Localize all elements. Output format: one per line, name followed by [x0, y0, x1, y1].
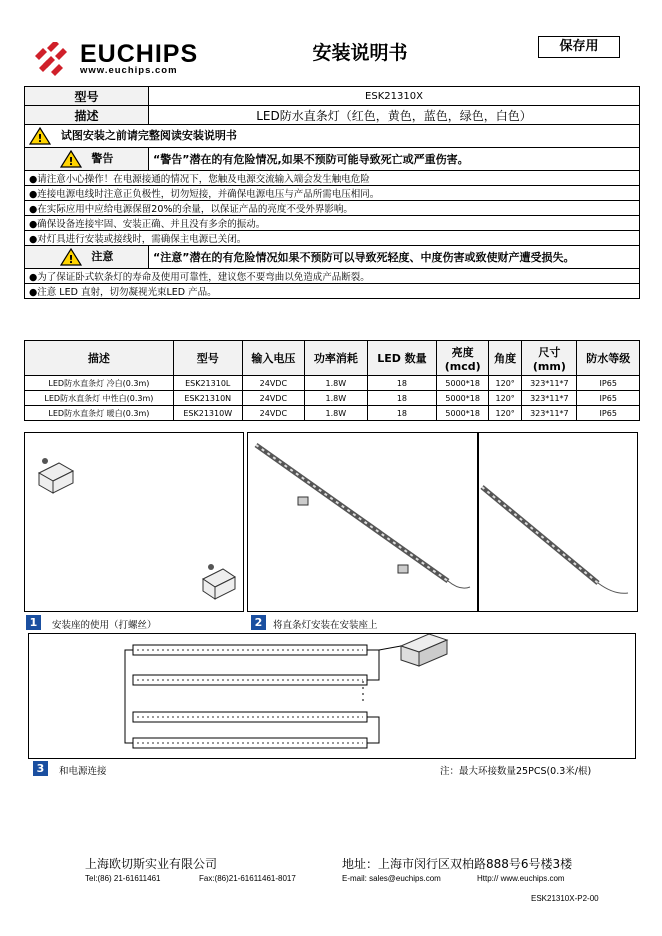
company-name: 上海欧切斯实业有限公司	[85, 857, 218, 871]
page-title: 安装说明书	[312, 42, 408, 64]
step-1-text: 安装座的使用（打螺丝）	[52, 620, 157, 631]
caution-text: “注意”潜在的有危险情况如果不预防可以导致死轻度、中度伤害或致使财产遭受损失。	[149, 246, 640, 269]
footer-tel: Tel:(86) 21-61611461	[85, 874, 161, 883]
product-cell: 120°	[489, 391, 522, 406]
warning-item: ●在实际应用中应给电源保留20%的余量，以保证产品的亮度不受外界影响。	[25, 201, 640, 216]
product-table	[24, 340, 640, 421]
product-cell: 5000*18	[437, 406, 489, 421]
connection-diagram-panel	[28, 633, 636, 759]
product-cell: LED防水直条灯 中性白(0.3m)	[25, 391, 174, 406]
warning-triangle-icon	[60, 150, 82, 168]
strip-light-illustration	[248, 433, 478, 611]
product-column-header: 型号	[173, 341, 242, 376]
spec-table	[24, 86, 640, 299]
product-column-header: 亮度 (mcd)	[437, 341, 489, 376]
figure-mount-panel	[24, 432, 244, 612]
svg-text:!: !	[37, 132, 43, 145]
product-column-header: 防水等级	[577, 341, 640, 376]
step-2-text: 将直条灯安装在安装座上	[273, 620, 378, 631]
product-cell: 5000*18	[437, 391, 489, 406]
product-cell: 1.8W	[305, 376, 367, 391]
model-label: 型号	[25, 87, 149, 106]
warning-triangle-icon	[29, 127, 51, 145]
product-cell: 5000*18	[437, 376, 489, 391]
footer-email[interactable]: E-mail: sales@euchips.com	[342, 874, 441, 883]
brand-url: www.euchips.com	[80, 65, 178, 76]
warning-label: 警告	[91, 152, 114, 165]
product-column-header: LED 数量	[367, 341, 437, 376]
caution-label: 注意	[91, 250, 114, 263]
table-row	[25, 406, 640, 421]
svg-text:!: !	[68, 155, 74, 168]
desc-label: 描述	[25, 106, 149, 125]
figure-strip-panel-right	[477, 432, 638, 612]
step-2-number: 2	[251, 615, 266, 630]
max-chain-note: 注：最大环接数量25PCS(0.3米/根)	[440, 766, 592, 777]
figure-strip-panel-left	[247, 432, 479, 612]
product-cell: ESK21310W	[173, 406, 242, 421]
model-value: ESK21310X	[149, 87, 640, 106]
warning-item: ●确保设备连接牢固、安装正确、并且没有多余的振动。	[25, 216, 640, 231]
step-3-number: 3	[33, 761, 48, 776]
warning-item: ●连接电源电线时注意正负极性，切勿短接，并确保电源电压与产品所需电压相同。	[25, 186, 640, 201]
product-cell: 120°	[489, 376, 522, 391]
product-column-header: 角度	[489, 341, 522, 376]
caution-item: ●注意 LED 直射，切勿凝视光束LED 产品。	[25, 284, 640, 299]
svg-text:!: !	[68, 253, 74, 266]
company-address: 地址：上海市闵行区双柏路888号6号楼3楼	[342, 857, 573, 871]
product-cell: 323*11*7	[522, 376, 577, 391]
footer-website[interactable]: Http:// www.euchips.com	[477, 874, 565, 883]
product-cell: LED防水直条灯 冷白(0.3m)	[25, 376, 174, 391]
product-cell: IP65	[577, 376, 640, 391]
step-3-text: 和电源连接	[59, 766, 107, 777]
warning-text: “警告”潜在的有危险情况,如果不预防可能导致死亡或严重伤害。	[149, 148, 640, 171]
table-row	[25, 391, 640, 406]
read-first-row	[25, 125, 640, 148]
product-cell: 120°	[489, 406, 522, 421]
euchips-logo-icon	[33, 42, 73, 76]
read-first-text: 试图安装之前请完整阅读安装说明书	[60, 129, 237, 142]
product-cell: 24VDC	[242, 376, 304, 391]
product-column-header: 描述	[25, 341, 174, 376]
caution-item: ●为了保证卧式软条灯的寿命及使用可靠性，建议您不要弯曲以免造成产品断裂。	[25, 269, 640, 284]
power-connection-diagram	[29, 634, 635, 758]
power-supply-icon	[401, 634, 447, 666]
product-cell: ESK21310L	[173, 376, 242, 391]
warning-item: ●对灯具进行安装或接线时，需确保主电源已关闭。	[25, 231, 640, 246]
product-column-header: 尺寸 (mm)	[522, 341, 577, 376]
product-cell: IP65	[577, 406, 640, 421]
product-cell: 24VDC	[242, 406, 304, 421]
product-column-header: 输入电压	[242, 341, 304, 376]
footer-fax: Fax:(86)21-61611461-8017	[199, 874, 296, 883]
product-cell: 18	[367, 376, 437, 391]
product-column-header: 功率消耗	[305, 341, 367, 376]
product-cell: IP65	[577, 391, 640, 406]
keep-badge: 保存用	[538, 36, 620, 58]
warning-label-cell	[25, 148, 149, 171]
desc-value: LED防水直条灯（红色，黄色，蓝色，绿色，白色）	[149, 106, 640, 125]
product-table-header	[25, 341, 640, 376]
product-cell: 323*11*7	[522, 406, 577, 421]
warning-triangle-icon	[60, 248, 82, 266]
step-1-number: 1	[26, 615, 41, 630]
product-table-body	[25, 376, 640, 421]
product-cell: 323*11*7	[522, 391, 577, 406]
table-row	[25, 376, 640, 391]
product-cell: LED防水直条灯 暖白(0.3m)	[25, 406, 174, 421]
warning-item: ●请注意小心操作！在电源接通的情况下，您触及电源交流输入端会发生触电危险	[25, 171, 640, 186]
product-cell: 24VDC	[242, 391, 304, 406]
strip-light-detail-illustration	[478, 433, 637, 611]
brand-name: EUCHIPS	[80, 40, 199, 68]
product-cell: 18	[367, 391, 437, 406]
product-cell: 1.8W	[305, 391, 367, 406]
product-cell: 1.8W	[305, 406, 367, 421]
caution-label-cell	[25, 246, 149, 269]
product-cell: 18	[367, 406, 437, 421]
mounting-clip-illustration	[25, 433, 243, 611]
document-code: ESK21310X-P2-00	[531, 894, 599, 903]
product-cell: ESK21310N	[173, 391, 242, 406]
